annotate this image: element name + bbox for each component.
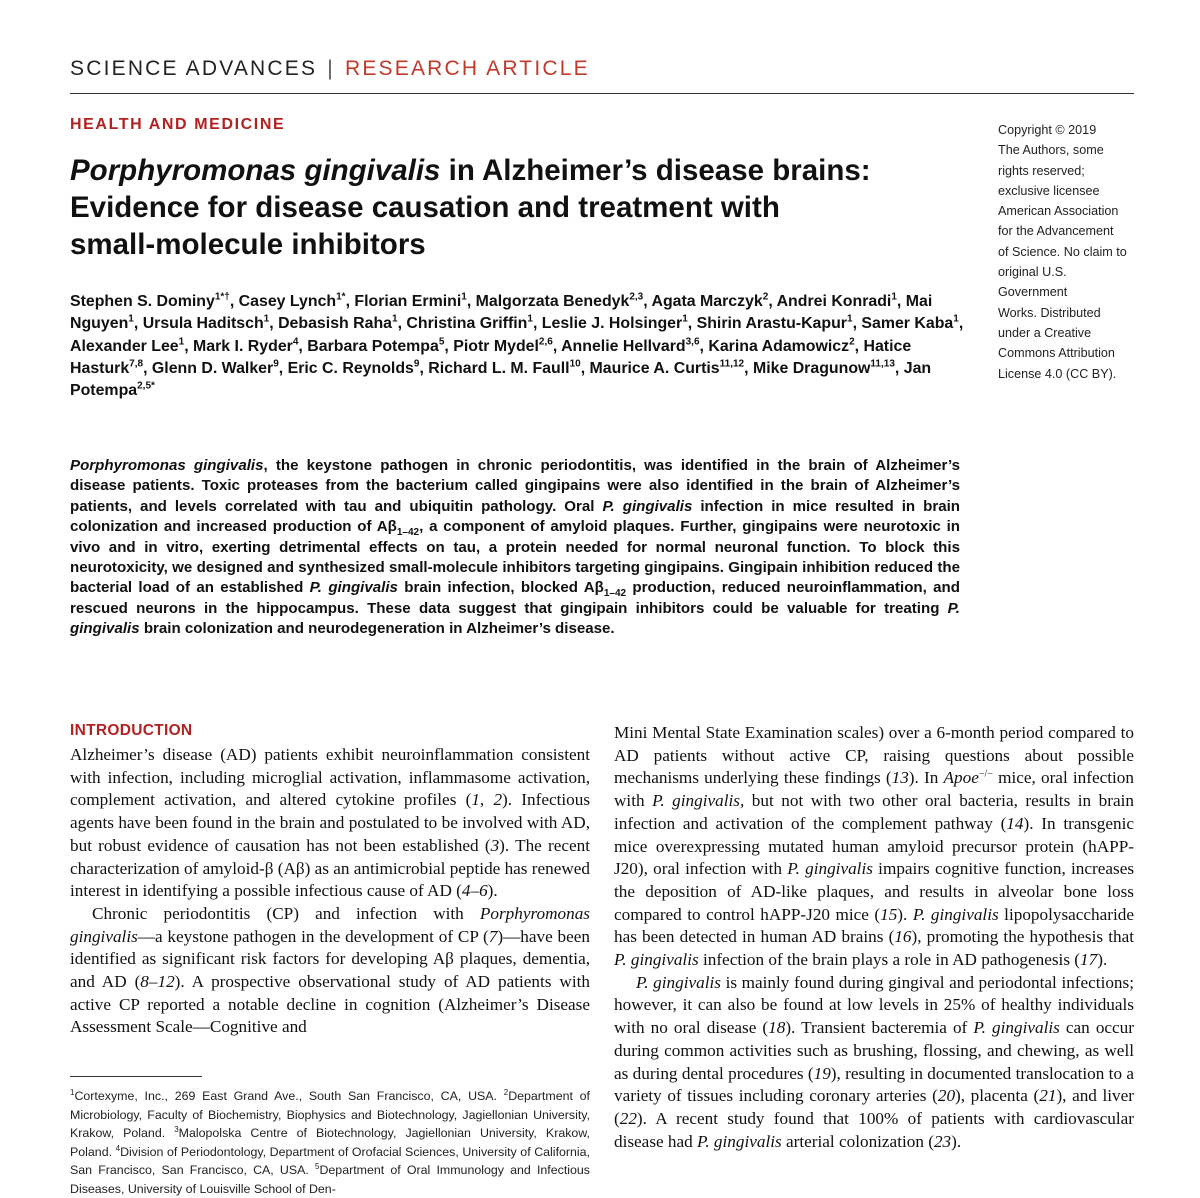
author-affiliation: 9 xyxy=(273,358,279,370)
italic-run: 19 xyxy=(813,1063,831,1083)
copyright-line: original U.S. Government xyxy=(998,265,1068,300)
copyright-line: for the Advancement xyxy=(998,224,1114,239)
author-name: Hatice Hasturk xyxy=(70,337,912,377)
author xyxy=(777,293,906,310)
text-run: ), placenta ( xyxy=(955,1086,1040,1106)
author-name: Christina Griffin xyxy=(406,315,528,333)
author xyxy=(70,293,239,310)
author-separator: , xyxy=(699,337,709,355)
author-affiliation: 1 xyxy=(128,314,134,325)
author-name: Richard L. M. Faull xyxy=(428,359,570,377)
italic-run: 2 xyxy=(493,790,503,810)
author-affiliation: 1 xyxy=(527,314,533,325)
copyright-line: under a Creative xyxy=(998,325,1092,340)
author-name: Jan Potempa xyxy=(70,359,932,400)
author xyxy=(278,315,406,332)
author-affiliation: 1 xyxy=(178,336,185,348)
affiliations-footnote xyxy=(70,1087,590,1198)
author-separator: , xyxy=(345,293,355,310)
text-run: ). In transgenic mice overexpressing mutated human amyloid precursor protein (hAPP-J20), oral infection with xyxy=(614,813,1134,879)
text-run: ). The recent characterization of amyloid-β (Aβ) as an antimicrobial peptide has renewed interest in identifying a possible infectious cause of AD ( xyxy=(70,835,591,901)
author-affiliation: 1 xyxy=(891,291,897,303)
text-run: but not with two other oral bacteria, results in brain infection and activation of the complement pathway ( xyxy=(614,791,1134,833)
author xyxy=(590,360,753,377)
author xyxy=(143,315,278,332)
author-separator: , xyxy=(744,359,753,377)
text-run: , a component of amyloid plaques. Further, gingipains were neurotoxic in vivo and in vitro, exerting detrimental effects on tau, a protein needed for normal neuronal function. To block this neurotoxicity, we designed and synthesized small-molecule inhibitors targeting gingipains. Gingipain inhibition reduced the bacterial load of an established xyxy=(70,518,960,597)
title-line3: small-molecule inhibitors xyxy=(70,228,426,261)
text-run: , the keystone pathogen in chronic periodontitis, was identified in the brain of Alzheimer’s disease patients. Toxic proteases from the bacterium called gingipains were also identified in the brain of Alzheimer’s patients, and levels correlated with tau and ubiquitin pathology. Oral xyxy=(70,457,960,515)
author xyxy=(307,338,453,355)
author-separator: , xyxy=(852,315,862,333)
author-affiliation: 10 xyxy=(569,358,581,370)
italic-run: P. gingivalis xyxy=(309,579,398,597)
author-name: Maurice A. Curtis xyxy=(589,359,720,377)
author xyxy=(152,360,288,377)
author-name: Stephen S. Dominy xyxy=(70,293,215,310)
text-run: ). xyxy=(897,904,913,924)
superscript-run: 4 xyxy=(115,1143,121,1153)
italic-run: 21 xyxy=(1039,1086,1057,1106)
text-run: mice, oral infection with xyxy=(614,768,1134,811)
author-name: Alexander Lee xyxy=(70,337,179,355)
title-line2: Evidence for disease causation and treatment with xyxy=(70,191,780,224)
author xyxy=(406,315,541,332)
author xyxy=(697,315,862,332)
author-affiliation: 1* xyxy=(336,291,346,303)
author-affiliation: 5 xyxy=(438,336,445,348)
author-affiliation: 4 xyxy=(292,336,299,348)
author-name: Annelie Hellvard xyxy=(561,337,686,355)
italic-run: 17 xyxy=(1080,950,1098,970)
header-rule xyxy=(70,93,1134,94)
author-name: Eric C. Reynolds xyxy=(287,359,414,377)
author xyxy=(453,338,561,355)
author-separator: , xyxy=(229,293,239,310)
copyright-line: rights reserved; xyxy=(998,163,1085,178)
italic-run: 23 xyxy=(933,1131,952,1151)
header-separator: | xyxy=(327,57,335,80)
author-name: Malgorzata Benedyk xyxy=(475,293,630,310)
text-run: Cortexyme, Inc., 269 East Grand Ave., South San Francisco, CA, USA. xyxy=(74,1089,504,1103)
italic-run: P. gingivalis xyxy=(787,859,873,879)
author-name: Agata Marczyk xyxy=(651,293,763,310)
author-name: Samer Kaba xyxy=(861,315,954,333)
author xyxy=(542,315,697,332)
author xyxy=(428,360,589,377)
author-separator: , xyxy=(896,293,906,310)
italic-run: 13 xyxy=(891,768,909,788)
italic-run: 18 xyxy=(768,1018,786,1038)
copyright-line: Copyright © 2019 xyxy=(998,123,1097,137)
author-affiliation: 7,8 xyxy=(129,358,144,370)
author-affiliation: 2 xyxy=(849,336,855,348)
author-separator: , xyxy=(269,315,279,333)
text-run: impairs cognitive function, increases the deposition of AD-like plaques, and results in alveolar bone loss compared to control hAPP-J20 mice ( xyxy=(614,859,1135,924)
italic-run: 7 xyxy=(488,926,498,946)
text-run: infection of the brain plays a role in AD pathogenesis ( xyxy=(698,950,1081,970)
author xyxy=(561,338,708,355)
author-separator: , xyxy=(687,315,697,333)
author xyxy=(708,338,863,355)
text-run: ). A recent study found that 100% of patients with cardiovascular disease had xyxy=(614,1108,1134,1151)
article-type: RESEARCH ARTICLE xyxy=(344,57,590,80)
italic-run: 8–12 xyxy=(140,972,175,992)
author xyxy=(753,360,904,377)
superscript-run: 1 xyxy=(70,1087,75,1097)
author-name: Mark I. Ryder xyxy=(193,337,293,355)
italic-run: 14 xyxy=(1006,813,1024,833)
text-run: arterial colonization ( xyxy=(781,1131,934,1151)
author-list xyxy=(70,291,965,402)
text-run: Division of Periodontology, Department of Orofacial Sciences, University of California, San Francisco, San Francisco, CA, USA. xyxy=(70,1144,591,1177)
copyright-line: Works. Distributed xyxy=(998,305,1101,320)
paragraph xyxy=(614,722,1134,972)
introduction-heading: INTRODUCTION xyxy=(70,722,193,739)
italic-run: 3 xyxy=(490,835,500,855)
author-name: Shirin Arastu-Kapur xyxy=(696,315,847,333)
author xyxy=(354,293,475,310)
intro-left-column xyxy=(70,744,590,1039)
paragraph xyxy=(70,744,590,903)
text-run: brain colonization and neurodegeneration in Alzheimer’s disease. xyxy=(139,620,615,638)
author-affiliation: 11,13 xyxy=(870,358,895,370)
text-run: Chronic periodontitis (CP) and infection with xyxy=(92,903,480,923)
author-name: Piotr Mydel xyxy=(453,337,539,355)
journal-name: SCIENCE ADVANCES xyxy=(70,57,318,80)
author-name: Casey Lynch xyxy=(238,293,337,310)
author-separator: , xyxy=(184,337,194,355)
text-run: , xyxy=(479,790,494,810)
intro-right-column xyxy=(614,722,1134,1153)
paragraph xyxy=(70,903,590,1039)
copyright-line: of Science. No claim to xyxy=(998,244,1127,259)
author-separator: , xyxy=(768,293,777,310)
copyright-line: American Association xyxy=(998,204,1119,219)
author xyxy=(288,360,429,377)
text-run: Department of Oral Immunology and Infectious Diseases, University of Louisville School of Den- xyxy=(70,1163,591,1196)
text-run: ). Transient bacteremia of xyxy=(785,1018,974,1038)
author-affiliation: 1 xyxy=(461,291,467,303)
author xyxy=(651,293,776,310)
author-name: Glenn D. Walker xyxy=(151,359,274,377)
italic-run: 1 xyxy=(471,790,480,810)
copyright-line: exclusive licensee xyxy=(998,183,1100,198)
text-run: ), and liver ( xyxy=(614,1086,1134,1128)
author-name: Barbara Potempa xyxy=(307,337,439,355)
author-name: Mike Dragunow xyxy=(752,359,871,377)
author-separator: , xyxy=(466,293,476,310)
author-name: Mai Nguyen xyxy=(70,293,933,333)
text-run: lipopolysaccharide has been detected in human AD brains ( xyxy=(614,904,1134,947)
italic-run: 15 xyxy=(880,904,898,924)
author-separator: , xyxy=(133,315,143,333)
text-run: production, reduced neuroinflammation, and rescued neurons in the hippocampus. These data suggest that gingipain inhibitors could be valuable for treating xyxy=(70,579,960,617)
text-run: ). Infectious agents have been found in the brain and postulated to be involved with AD, but robust evidence of causation has not been established ( xyxy=(70,790,591,855)
author-separator: , xyxy=(143,359,152,377)
author-name: Debasish Raha xyxy=(278,315,393,333)
text-run: ). xyxy=(1097,950,1108,970)
author-affiliation: 3,6 xyxy=(685,336,700,348)
author-separator: , xyxy=(532,315,542,333)
text-run: Malopolska Centre of Biotechnology, Jagiellonian University, Krakow, Poland. xyxy=(70,1126,590,1159)
italic-run: Apoe xyxy=(943,768,979,788)
author-name: Leslie J. Holsinger xyxy=(541,315,683,333)
author-separator: , xyxy=(552,337,562,355)
author-separator: , xyxy=(278,359,288,377)
italic-run: P. gingivalis xyxy=(636,972,721,992)
title-italic: Porphyromonas gingivalis xyxy=(70,154,441,187)
author-affiliation: 1 xyxy=(682,314,688,325)
text-run: ). xyxy=(951,1131,962,1151)
journal-header xyxy=(70,57,590,81)
italic-run: P. gingivalis xyxy=(602,497,693,515)
copyright-line: License 4.0 (CC BY). xyxy=(998,366,1117,381)
abstract xyxy=(70,456,960,640)
author-affiliation: 1*† xyxy=(214,291,230,303)
text-run: ), promoting the hypothesis that xyxy=(911,927,1134,947)
author-separator: , xyxy=(298,337,308,355)
text-run: ). In xyxy=(908,768,944,788)
copyright-notice xyxy=(998,120,1138,384)
author-separator: , xyxy=(958,315,964,333)
paragraph xyxy=(614,972,1134,1154)
author-name: Karina Adamowicz xyxy=(708,337,850,355)
author xyxy=(193,338,307,355)
author-affiliation: 2 xyxy=(762,291,769,303)
author-separator: , xyxy=(854,337,864,355)
text-run: can occur during common activities such as brushing, flossing, and chewing, as well as during dental procedures ( xyxy=(614,1018,1134,1083)
author xyxy=(239,293,355,310)
author-separator: , xyxy=(643,293,652,310)
italic-run: 4–6 xyxy=(461,881,488,901)
title-line1-rest: in Alzheimer’s disease brains: xyxy=(440,154,871,187)
subscript-run: 1–42 xyxy=(603,588,627,600)
author-name: Florian Ermini xyxy=(354,293,462,310)
author-name: Andrei Konradi xyxy=(776,293,892,310)
author xyxy=(70,338,193,355)
author-affiliation: 1 xyxy=(847,314,853,325)
author-name: Ursula Haditsch xyxy=(142,315,264,333)
author-affiliation: 2,6 xyxy=(538,336,553,348)
author-separator: , xyxy=(419,359,429,377)
text-run: —a keystone pathogen in the development of CP ( xyxy=(137,926,489,946)
author-affiliation: 11,12 xyxy=(719,358,745,370)
author-separator: , xyxy=(580,359,590,377)
italic-run: P. gingivalis, xyxy=(652,791,745,811)
copyright-line: The Authors, some xyxy=(998,143,1104,158)
author-affiliation: 2,3 xyxy=(629,291,644,303)
author-separator: , xyxy=(444,337,454,355)
copyright-line: Commons Attribution xyxy=(998,346,1115,361)
italic-run: Porphyromonas gingivalis xyxy=(70,903,590,946)
superscript-run: −/− xyxy=(978,768,993,780)
text-run: Department of Microbiology, Faculty of Biochemistry, Biophysics and Biotechnology, Jagiellonian University, Krakow, Poland. xyxy=(70,1089,590,1140)
italic-run: P. gingivalis xyxy=(614,950,699,970)
section-label: HEALTH AND MEDICINE xyxy=(70,116,286,133)
italic-run: Porphyromonas gingivalis xyxy=(70,457,264,474)
subscript-run: 1–42 xyxy=(396,527,420,539)
italic-run: P. gingivalis xyxy=(697,1131,782,1151)
author-affiliation: 1 xyxy=(953,314,959,325)
text-run: infection in mice resulted in brain colonization and increased production of Aβ xyxy=(70,497,960,536)
text-run: ). A prospective observational study of AD patients with active CP reported a notable decline in cognition (Alzheimer’s Disease Assessment Scale—Cognitive and xyxy=(70,972,590,1037)
superscript-run: 3 xyxy=(174,1124,179,1134)
italic-run: P. gingivalis xyxy=(70,599,960,638)
author-affiliation: 9 xyxy=(413,358,420,370)
text-run: Alzheimer’s disease (AD) patients exhibit neuroinflammation consistent with infection, including microglial activation, inflammasome activation, complement activation, and altered cytokine profiles ( xyxy=(70,745,590,810)
author-affiliation: 1 xyxy=(392,314,398,325)
italic-run: 22 xyxy=(619,1108,637,1128)
text-run: Mini Mental State Examination scales) over a 6-month period compared to AD patients without active CP, raising questions about possible mechanisms underlying these findings ( xyxy=(614,723,1134,788)
text-run: ). xyxy=(487,881,498,901)
author-separator: , xyxy=(894,359,904,377)
text-run: is mainly found during gingival and periodontal infections; however, it can also be found at low levels in 25% of healthy individuals with no oral disease ( xyxy=(614,972,1134,1038)
author-separator: , xyxy=(397,315,407,333)
author-affiliation: 2,5* xyxy=(137,380,155,392)
author xyxy=(861,315,963,332)
author-affiliation: 1 xyxy=(263,314,270,325)
italic-run: 16 xyxy=(894,927,912,947)
italic-run: P. gingivalis xyxy=(973,1018,1060,1038)
italic-run: 20 xyxy=(937,1086,956,1106)
superscript-run: 5 xyxy=(315,1161,320,1171)
footnote-rule xyxy=(70,1076,202,1077)
author xyxy=(476,293,652,310)
text-run: brain infection, blocked Aβ xyxy=(397,579,604,597)
article-title xyxy=(70,152,970,263)
superscript-run: 2 xyxy=(503,1087,509,1097)
italic-run: P. gingivalis xyxy=(912,904,999,924)
text-run: )—have been identified as significant risk factors for developing Aβ plaques, dementia, and AD ( xyxy=(70,926,590,992)
text-run: ), resulting in documented translocation to a variety of tissues including coronary arteries ( xyxy=(614,1063,1135,1106)
